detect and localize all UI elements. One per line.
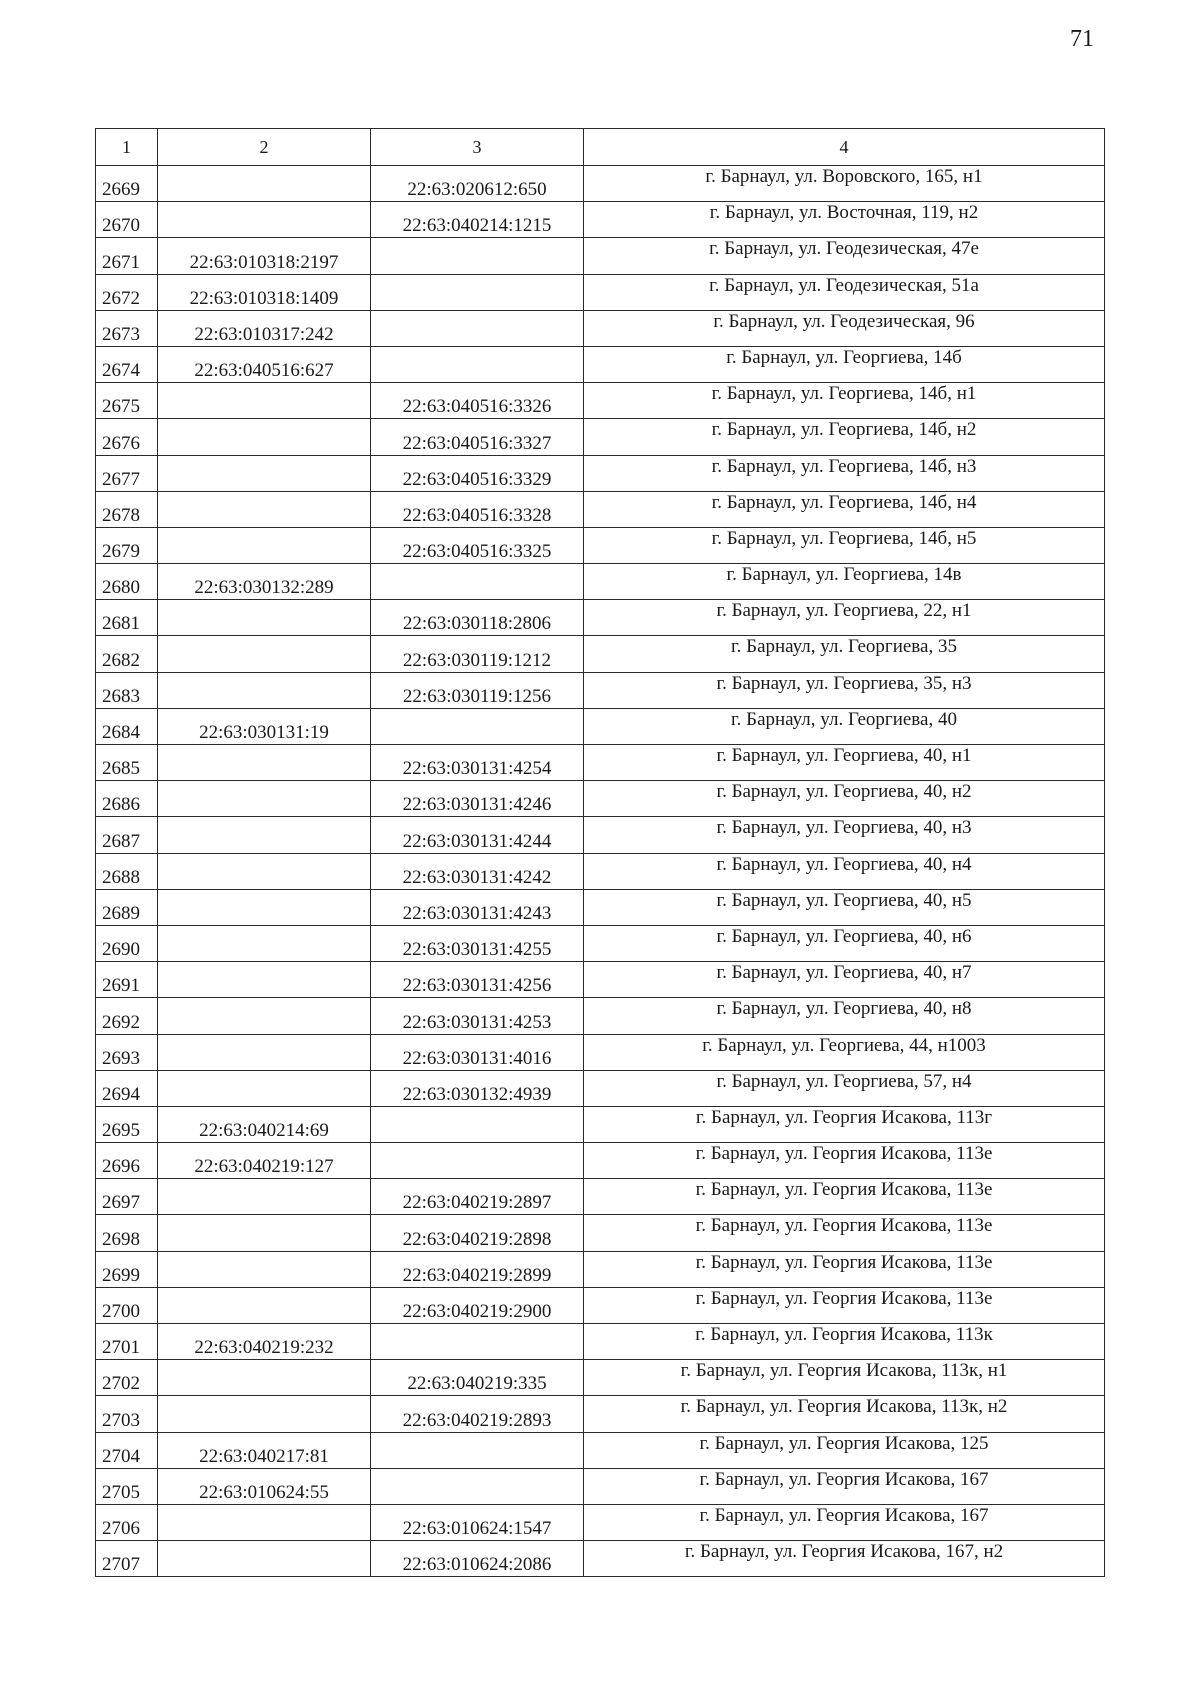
cadastral-number-cell: 22:63:030131:4016 [371, 1034, 584, 1070]
cadastral-number-cell: 22:63:040219:2893 [371, 1396, 584, 1432]
address-cell: г. Барнаул, ул. Георгия Исакова, 113е [584, 1287, 1105, 1323]
address-cell: г. Барнаул, ул. Георгиева, 57, н4 [584, 1070, 1105, 1106]
cadastral-number-cell [158, 419, 371, 455]
cadastral-number-cell [371, 1106, 584, 1142]
address-cell: г. Барнаул, ул. Георгиева, 40, н3 [584, 817, 1105, 853]
table-body [96, 166, 1105, 1577]
address-cell: г. Барнаул, ул. Воровского, 165, н1 [584, 166, 1105, 202]
cadastral-number-cell [371, 1468, 584, 1504]
table-row [96, 491, 1105, 527]
address-cell: г. Барнаул, ул. Георгиева, 14в [584, 564, 1105, 600]
table-row [96, 274, 1105, 310]
cadastral-number-cell [371, 1143, 584, 1179]
address-cell: г. Барнаул, ул. Георгия Исакова, 113е [584, 1215, 1105, 1251]
table-row [96, 1070, 1105, 1106]
address-cell: г. Барнаул, ул. Георгиева, 14б, н2 [584, 419, 1105, 455]
cadastral-number-cell [158, 636, 371, 672]
cadastral-number-cell [158, 1541, 371, 1577]
row-number-cell: 2706 [96, 1504, 158, 1540]
row-number-cell: 2694 [96, 1070, 158, 1106]
address-cell: г. Барнаул, ул. Георгия Исакова, 113к [584, 1324, 1105, 1360]
table-row [96, 600, 1105, 636]
address-cell: г. Барнаул, ул. Георгия Исакова, 113е [584, 1143, 1105, 1179]
cadastral-number-cell: 22:63:040219:335 [371, 1360, 584, 1396]
row-number-cell: 2691 [96, 962, 158, 998]
address-cell: г. Барнаул, ул. Георгиева, 35 [584, 636, 1105, 672]
page-number: 71 [1070, 26, 1094, 52]
address-cell: г. Барнаул, ул. Георгия Исакова, 113е [584, 1179, 1105, 1215]
table-row [96, 636, 1105, 672]
row-number-cell: 2687 [96, 817, 158, 853]
table-row [96, 817, 1105, 853]
cadastral-number-cell: 22:63:010624:2086 [371, 1541, 584, 1577]
cadastral-number-cell [158, 202, 371, 238]
table-row [96, 1324, 1105, 1360]
address-cell: г. Барнаул, ул. Георгиева, 40, н4 [584, 853, 1105, 889]
table-row [96, 998, 1105, 1034]
table-row [96, 889, 1105, 925]
table-row [96, 853, 1105, 889]
address-cell: г. Барнаул, ул. Георгиева, 40, н8 [584, 998, 1105, 1034]
cadastral-number-cell [158, 781, 371, 817]
cadastral-number-cell [158, 383, 371, 419]
cadastral-number-cell: 22:63:030131:4256 [371, 962, 584, 998]
cadastral-number-cell: 22:63:040516:3327 [371, 419, 584, 455]
cadastral-number-cell: 22:63:010318:1409 [158, 274, 371, 310]
cadastral-number-cell [158, 998, 371, 1034]
table-row [96, 166, 1105, 202]
row-number-cell: 2681 [96, 600, 158, 636]
cadastral-number-cell: 22:63:040219:127 [158, 1143, 371, 1179]
row-number-cell: 2682 [96, 636, 158, 672]
cadastral-number-cell [158, 1179, 371, 1215]
cadastral-number-cell [158, 1504, 371, 1540]
row-number-cell: 2693 [96, 1034, 158, 1070]
cadastral-number-cell: 22:63:040214:69 [158, 1106, 371, 1142]
cadastral-number-cell: 22:63:040516:627 [158, 346, 371, 382]
cadastral-number-cell: 22:63:030119:1256 [371, 672, 584, 708]
table-row [96, 1541, 1105, 1577]
address-cell: г. Барнаул, ул. Георгиева, 22, н1 [584, 600, 1105, 636]
row-number-cell: 2684 [96, 708, 158, 744]
cadastral-number-cell: 22:63:010318:2197 [158, 238, 371, 274]
address-cell: г. Барнаул, ул. Георгия Исакова, 113к, н1 [584, 1360, 1105, 1396]
cadastral-number-cell [158, 527, 371, 563]
cadastral-number-cell: 22:63:020612:650 [371, 166, 584, 202]
row-number-cell: 2704 [96, 1432, 158, 1468]
row-number-cell: 2702 [96, 1360, 158, 1396]
address-cell: г. Барнаул, ул. Геодезическая, 47е [584, 238, 1105, 274]
address-cell: г. Барнаул, ул. Георгиева, 14б, н5 [584, 527, 1105, 563]
table-row [96, 1215, 1105, 1251]
cadastral-number-cell [371, 1432, 584, 1468]
cadastral-number-cell [158, 925, 371, 961]
cadastral-number-cell: 22:63:040516:3329 [371, 455, 584, 491]
cadastral-number-cell [158, 745, 371, 781]
row-number-cell: 2671 [96, 238, 158, 274]
cadastral-number-cell [158, 962, 371, 998]
table-row [96, 1360, 1105, 1396]
row-number-cell: 2701 [96, 1324, 158, 1360]
row-number-cell: 2699 [96, 1251, 158, 1287]
table-row [96, 672, 1105, 708]
row-number-cell: 2703 [96, 1396, 158, 1432]
cadastral-number-cell [158, 889, 371, 925]
address-cell: г. Барнаул, ул. Геодезическая, 51а [584, 274, 1105, 310]
address-cell: г. Барнаул, ул. Георгия Исакова, 167 [584, 1504, 1105, 1540]
cadastral-number-cell [158, 1396, 371, 1432]
address-cell: г. Барнаул, ул. Восточная, 119, н2 [584, 202, 1105, 238]
cadastral-number-cell [371, 708, 584, 744]
row-number-cell: 2672 [96, 274, 158, 310]
row-number-cell: 2700 [96, 1287, 158, 1323]
cadastral-number-cell: 22:63:030131:4243 [371, 889, 584, 925]
cadastral-number-cell: 22:63:040219:2899 [371, 1251, 584, 1287]
cadastral-number-cell: 22:63:030131:4255 [371, 925, 584, 961]
address-cell: г. Барнаул, ул. Георгиева, 14б [584, 346, 1105, 382]
cadastral-number-cell: 22:63:040217:81 [158, 1432, 371, 1468]
table-row [96, 1504, 1105, 1540]
row-number-cell: 2695 [96, 1106, 158, 1142]
address-cell: г. Барнаул, ул. Георгиева, 14б, н1 [584, 383, 1105, 419]
address-cell: г. Барнаул, ул. Георгиева, 35, н3 [584, 672, 1105, 708]
address-cell: г. Барнаул, ул. Георгия Исакова, 167 [584, 1468, 1105, 1504]
cadastral-number-cell [158, 1034, 371, 1070]
address-cell: г. Барнаул, ул. Георгия Исакова, 113г [584, 1106, 1105, 1142]
cadastral-number-cell [371, 1324, 584, 1360]
cadastral-number-cell: 22:63:040219:2897 [371, 1179, 584, 1215]
table-row [96, 527, 1105, 563]
cadastral-number-cell: 22:63:030118:2806 [371, 600, 584, 636]
cadastral-number-cell: 22:63:040516:3326 [371, 383, 584, 419]
column-header-2: 2 [158, 129, 371, 166]
cadastral-number-cell [158, 1251, 371, 1287]
table-row [96, 564, 1105, 600]
row-number-cell: 2689 [96, 889, 158, 925]
address-cell: г. Барнаул, ул. Георгия Исакова, 125 [584, 1432, 1105, 1468]
cadastral-number-cell: 22:63:030131:4242 [371, 853, 584, 889]
registry-table [95, 128, 1105, 1577]
row-number-cell: 2679 [96, 527, 158, 563]
table-row [96, 1287, 1105, 1323]
table-row [96, 745, 1105, 781]
cadastral-number-cell [158, 600, 371, 636]
table-row [96, 1468, 1105, 1504]
cadastral-number-cell [158, 1070, 371, 1106]
row-number-cell: 2677 [96, 455, 158, 491]
table-row [96, 238, 1105, 274]
cadastral-number-cell: 22:63:030131:4253 [371, 998, 584, 1034]
table-row [96, 708, 1105, 744]
table-row [96, 1396, 1105, 1432]
cadastral-number-cell: 22:63:030131:4254 [371, 745, 584, 781]
row-number-cell: 2696 [96, 1143, 158, 1179]
cadastral-number-cell [158, 491, 371, 527]
cadastral-number-cell [371, 564, 584, 600]
cadastral-number-cell [158, 1215, 371, 1251]
cadastral-number-cell [158, 1287, 371, 1323]
row-number-cell: 2674 [96, 346, 158, 382]
row-number-cell: 2683 [96, 672, 158, 708]
cadastral-number-cell [158, 1360, 371, 1396]
cadastral-number-cell [158, 455, 371, 491]
table-row [96, 419, 1105, 455]
table-row [96, 346, 1105, 382]
table-header-row [96, 129, 1105, 166]
address-cell: г. Барнаул, ул. Георгиева, 40, н1 [584, 745, 1105, 781]
cadastral-number-cell [158, 817, 371, 853]
cadastral-number-cell: 22:63:040214:1215 [371, 202, 584, 238]
table-row [96, 1432, 1105, 1468]
table-row [96, 1179, 1105, 1215]
cadastral-number-cell: 22:63:040219:2898 [371, 1215, 584, 1251]
table-row [96, 962, 1105, 998]
cadastral-number-cell [371, 310, 584, 346]
column-header-1: 1 [96, 129, 158, 166]
cadastral-number-cell [158, 166, 371, 202]
cadastral-number-cell [371, 274, 584, 310]
address-cell: г. Барнаул, ул. Геодезическая, 96 [584, 310, 1105, 346]
table-row [96, 1251, 1105, 1287]
table-row [96, 383, 1105, 419]
row-number-cell: 2675 [96, 383, 158, 419]
address-cell: г. Барнаул, ул. Георгиева, 40, н6 [584, 925, 1105, 961]
column-header-3: 3 [371, 129, 584, 166]
address-cell: г. Барнаул, ул. Георгиева, 40, н2 [584, 781, 1105, 817]
row-number-cell: 2678 [96, 491, 158, 527]
cadastral-number-cell: 22:63:040219:2900 [371, 1287, 584, 1323]
address-cell: г. Барнаул, ул. Георгия Исакова, 113е [584, 1251, 1105, 1287]
cadastral-number-cell: 22:63:030131:4246 [371, 781, 584, 817]
cadastral-number-cell: 22:63:040219:232 [158, 1324, 371, 1360]
table-row [96, 310, 1105, 346]
address-cell: г. Барнаул, ул. Георгиева, 40, н5 [584, 889, 1105, 925]
row-number-cell: 2686 [96, 781, 158, 817]
address-cell: г. Барнаул, ул. Георгиева, 14б, н3 [584, 455, 1105, 491]
address-cell: г. Барнаул, ул. Георгиева, 14б, н4 [584, 491, 1105, 527]
cadastral-number-cell [158, 672, 371, 708]
address-cell: г. Барнаул, ул. Георгиева, 44, н1003 [584, 1034, 1105, 1070]
cadastral-number-cell [371, 346, 584, 382]
table-row [96, 1106, 1105, 1142]
row-number-cell: 2673 [96, 310, 158, 346]
cadastral-number-cell: 22:63:010624:1547 [371, 1504, 584, 1540]
cadastral-number-cell: 22:63:010317:242 [158, 310, 371, 346]
row-number-cell: 2676 [96, 419, 158, 455]
cadastral-number-cell: 22:63:030132:4939 [371, 1070, 584, 1106]
row-number-cell: 2692 [96, 998, 158, 1034]
address-cell: г. Барнаул, ул. Георгиева, 40 [584, 708, 1105, 744]
column-header-4: 4 [584, 129, 1105, 166]
table-row [96, 1143, 1105, 1179]
table-row [96, 925, 1105, 961]
cadastral-number-cell: 22:63:030132:289 [158, 564, 371, 600]
cadastral-number-cell: 22:63:030119:1212 [371, 636, 584, 672]
cadastral-number-cell: 22:63:010624:55 [158, 1468, 371, 1504]
row-number-cell: 2669 [96, 166, 158, 202]
table-row [96, 1034, 1105, 1070]
row-number-cell: 2680 [96, 564, 158, 600]
row-number-cell: 2698 [96, 1215, 158, 1251]
row-number-cell: 2705 [96, 1468, 158, 1504]
row-number-cell: 2707 [96, 1541, 158, 1577]
table-row [96, 781, 1105, 817]
address-cell: г. Барнаул, ул. Георгия Исакова, 113к, н2 [584, 1396, 1105, 1432]
cadastral-number-cell: 22:63:030131:19 [158, 708, 371, 744]
cadastral-number-cell: 22:63:040516:3328 [371, 491, 584, 527]
cadastral-number-cell [371, 238, 584, 274]
address-cell: г. Барнаул, ул. Георгия Исакова, 167, н2 [584, 1541, 1105, 1577]
cadastral-number-cell [158, 853, 371, 889]
row-number-cell: 2690 [96, 925, 158, 961]
row-number-cell: 2685 [96, 745, 158, 781]
address-cell: г. Барнаул, ул. Георгиева, 40, н7 [584, 962, 1105, 998]
cadastral-number-cell: 22:63:040516:3325 [371, 527, 584, 563]
row-number-cell: 2688 [96, 853, 158, 889]
table-row [96, 455, 1105, 491]
row-number-cell: 2670 [96, 202, 158, 238]
cadastral-number-cell: 22:63:030131:4244 [371, 817, 584, 853]
table-row [96, 202, 1105, 238]
row-number-cell: 2697 [96, 1179, 158, 1215]
